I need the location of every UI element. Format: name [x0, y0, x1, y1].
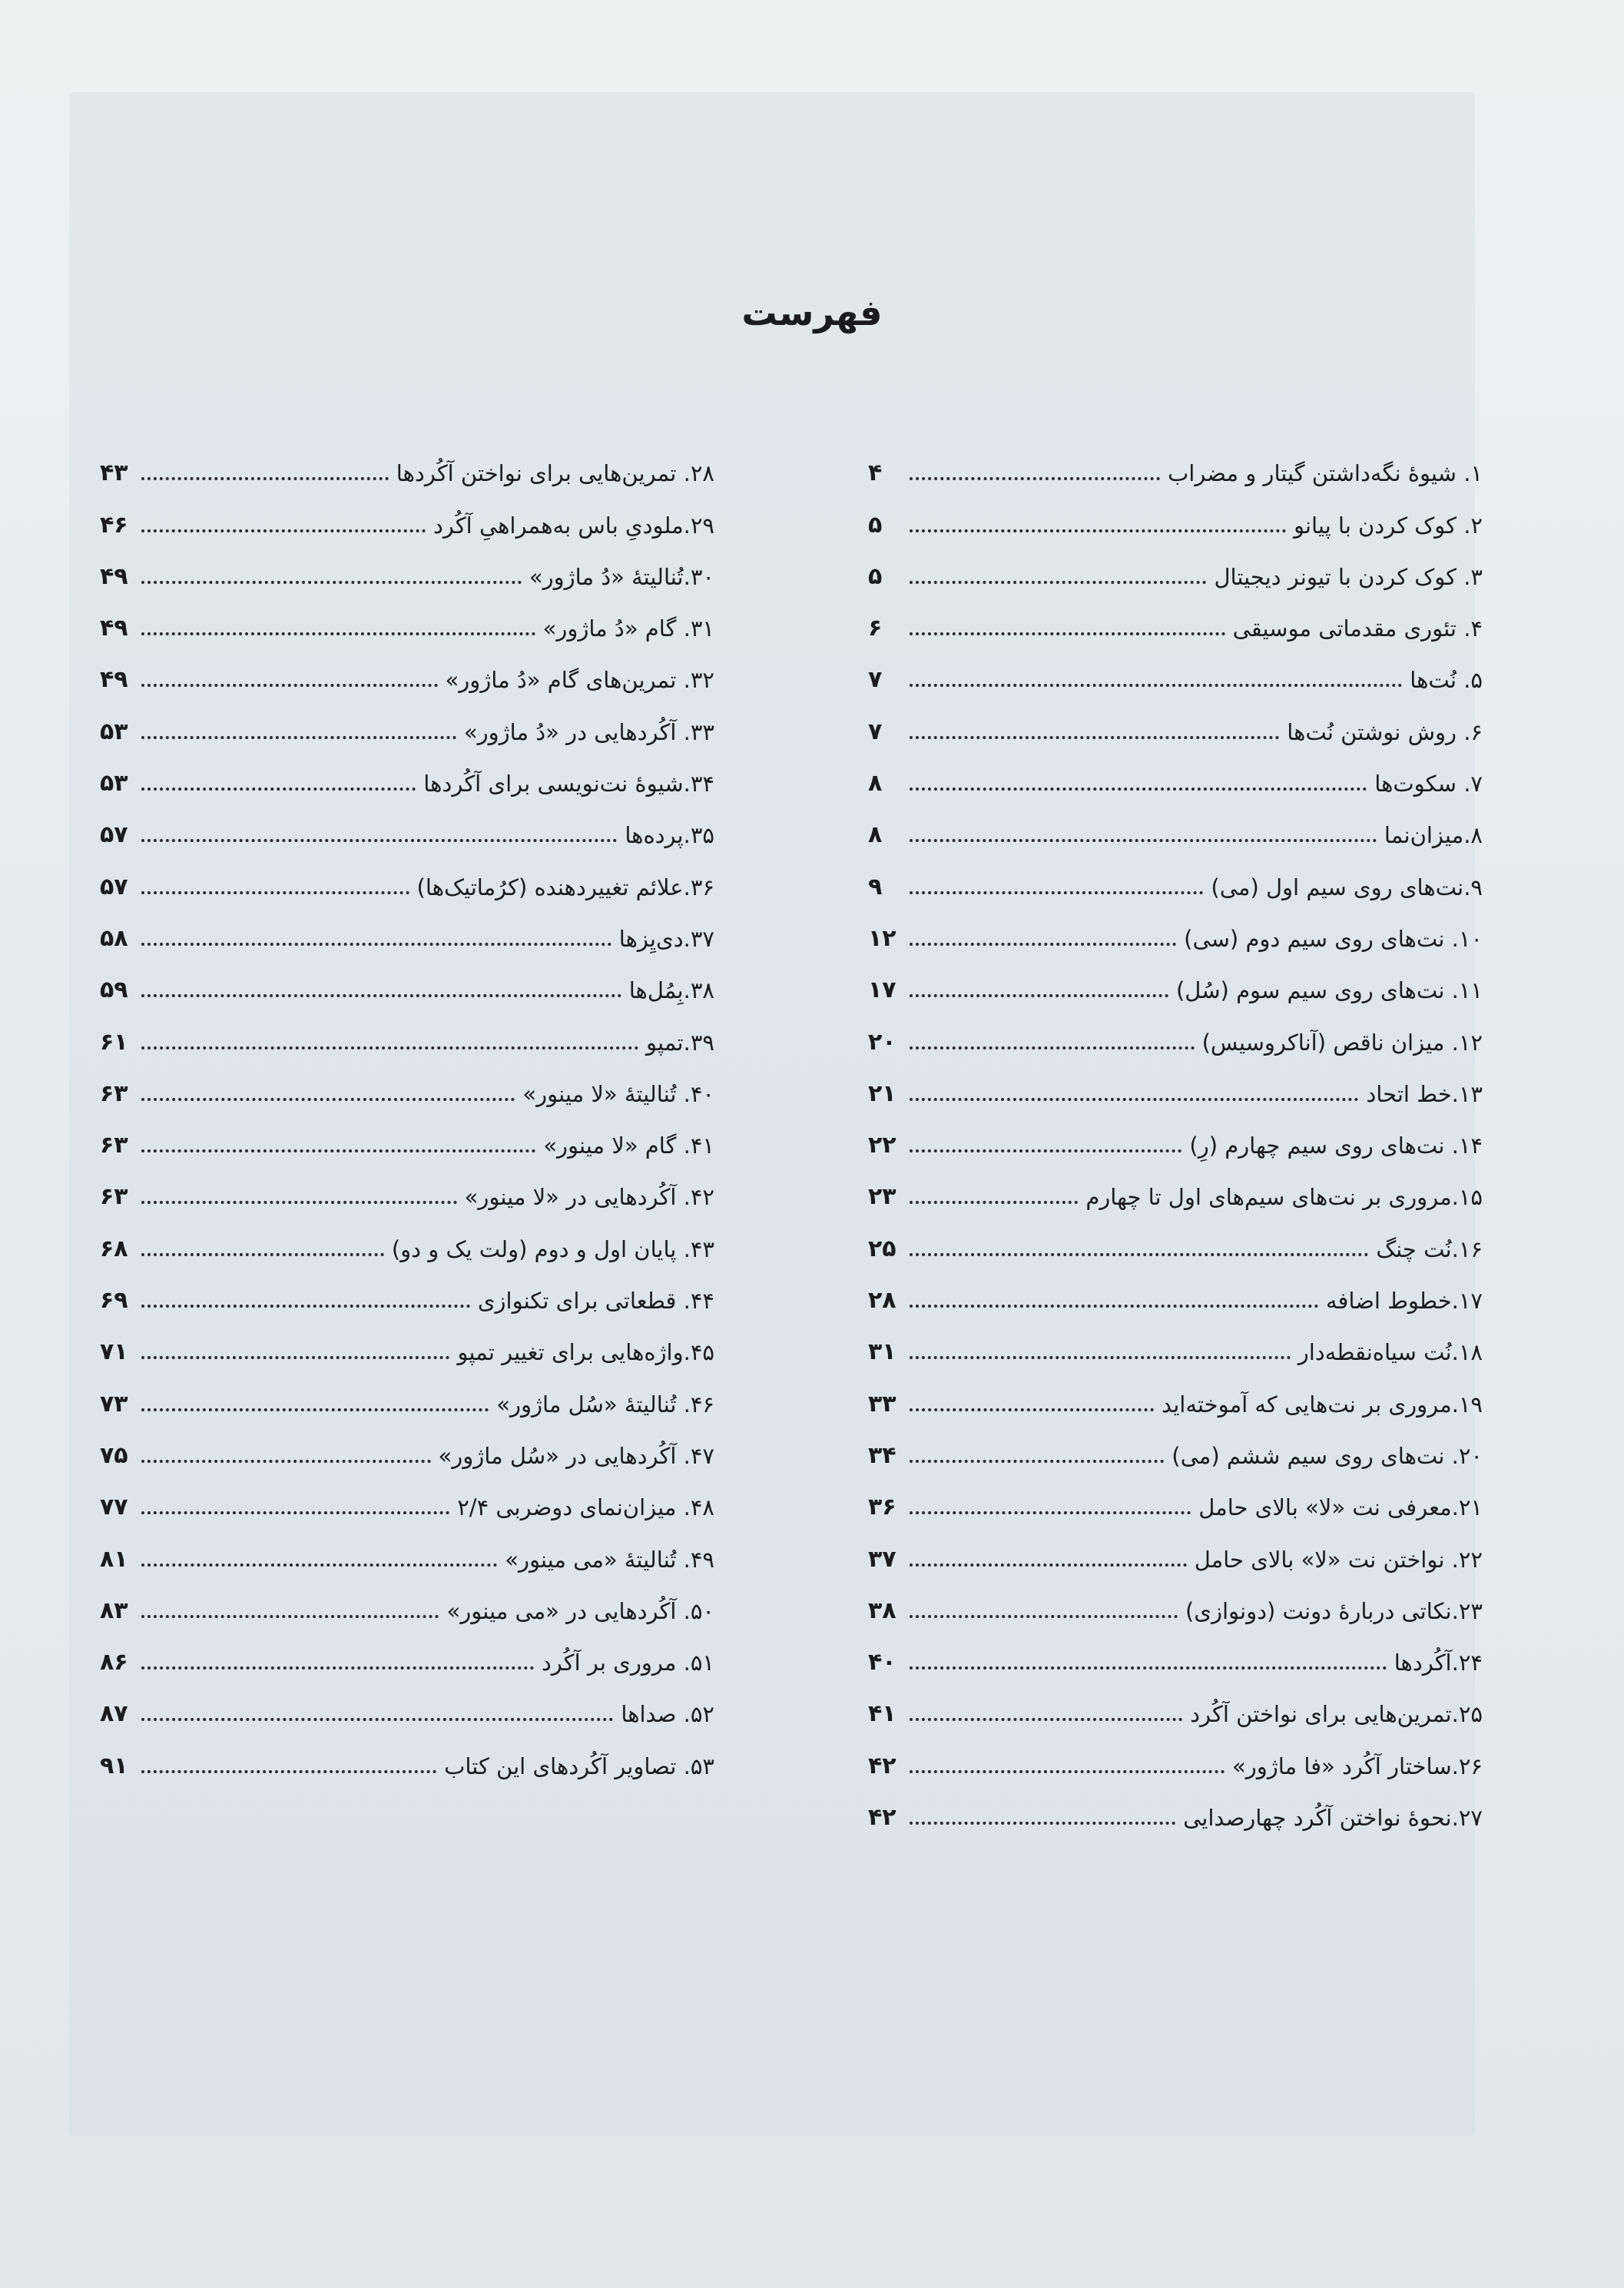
toc-entry: [868, 1530, 1483, 1581]
toc-entry-label: ۲۶.ساختار آکُرد «فا ماژور»: [1231, 1752, 1483, 1779]
dot-leader: [910, 839, 1377, 842]
dot-leader: [910, 1718, 1182, 1721]
toc-entry: [100, 496, 714, 547]
dot-leader: [910, 632, 1225, 635]
dot-leader: [910, 1770, 1225, 1773]
toc-entry: [100, 1065, 714, 1116]
toc-entry: [100, 1530, 714, 1581]
dot-leader: [141, 1770, 436, 1773]
toc-entry-label: ۴۷. آکُردهایی در «سُل ماژور»: [438, 1442, 714, 1469]
dot-leader: [141, 1201, 457, 1204]
dot-leader: [910, 1408, 1154, 1411]
dot-leader: [141, 581, 522, 584]
dot-leader: [910, 1460, 1164, 1463]
toc-entry-label: ۱۱. نت‌های روی سیم سوم (سُل): [1175, 977, 1483, 1004]
toc-entry: [100, 1427, 714, 1478]
toc-entry-page-number: ۵۹: [100, 977, 128, 1004]
toc-entry-page-number: ۴۹: [100, 615, 128, 642]
dot-leader: [910, 1201, 1078, 1204]
dot-leader: [910, 581, 1206, 584]
dot-leader: [141, 1460, 431, 1463]
toc-entry: [100, 1323, 714, 1374]
toc-entry-page-number: ۶۳: [100, 1183, 128, 1211]
toc-entry-page-number: ۵: [868, 511, 883, 539]
toc-entry: [100, 1272, 714, 1323]
toc-entry-label: ۶. روش نوشتن نُت‌ها: [1287, 718, 1483, 745]
toc-entry-page-number: ۴۳: [100, 459, 128, 487]
dot-leader: [141, 943, 611, 946]
toc-entry: [100, 961, 714, 1013]
toc-entry: [868, 1478, 1483, 1530]
toc-entry: [100, 548, 714, 599]
toc-entry: [868, 1789, 1483, 1840]
toc-entry-label: ۱۰. نت‌های روی سیم دوم (سی): [1184, 925, 1483, 952]
dot-leader: [910, 1563, 1187, 1567]
toc-entry: [100, 1374, 714, 1426]
dot-leader: [910, 684, 1402, 687]
toc-entry-label: ۴۵.واژه‌هایی برای تغییر تمپو: [457, 1339, 714, 1366]
toc-entry: [868, 1582, 1483, 1633]
toc-entry: [100, 1478, 714, 1530]
dot-leader: [910, 1666, 1387, 1670]
toc-entry: [868, 1219, 1483, 1271]
dot-leader: [910, 1046, 1195, 1049]
toc-entry: [868, 1427, 1483, 1478]
toc-entry: [100, 599, 714, 651]
toc-column-right: [868, 444, 1483, 1840]
dot-leader: [141, 788, 416, 791]
toc-entry-label: ۳۲. تمرین‌های گام «دُ ماژور»: [445, 667, 714, 694]
toc-entry-page-number: ۶۳: [100, 1132, 128, 1159]
toc-entry-label: ۵۲. صداها: [621, 1701, 714, 1728]
toc-entry-page-number: ۴۰: [868, 1649, 897, 1676]
toc-entry: [868, 754, 1483, 806]
toc-entry: [868, 548, 1483, 599]
dot-leader: [141, 736, 456, 739]
toc-entry-page-number: ۵: [868, 562, 883, 590]
toc-entry-label: ۴۸. میزان‌نمای دوضربی ۲/۴: [457, 1494, 714, 1521]
toc-entry-page-number: ۶: [868, 615, 883, 642]
dot-leader: [910, 1511, 1191, 1514]
toc-entry-page-number: ۷۳: [100, 1390, 128, 1418]
toc-entry-label: ۴۱. گام «لا مینور»: [543, 1132, 714, 1159]
toc-entry-label: ۳. کوک کردن با تیونر دیجیتال: [1214, 563, 1483, 590]
toc-entry-label: ۴۲. آکُردهایی در «لا مینور»: [464, 1184, 714, 1211]
toc-entry-label: ۳۸.بِمُل‌ها: [628, 977, 714, 1004]
toc-entry-page-number: ۵۳: [100, 718, 128, 745]
toc-entry: [868, 702, 1483, 754]
toc-entry-label: ۱۹.مروری بر نت‌هایی که آموخته‌اید: [1162, 1391, 1483, 1418]
toc-entry-page-number: ۹۱: [100, 1752, 128, 1779]
toc-entry-page-number: ۲۰: [868, 1028, 897, 1056]
toc-entry-label: ۱. شیوهٔ نگه‌داشتن گیتار و مضراب: [1167, 460, 1483, 487]
toc-entry-page-number: ۶۳: [100, 1079, 128, 1107]
toc-entry: [100, 1633, 714, 1685]
toc-entry-label: ۵۳. تصاویر آکُردهای این کتاب: [444, 1752, 714, 1779]
toc-entry-page-number: ۷: [868, 666, 883, 694]
toc-entry-label: ۸.میزان‌نما: [1384, 822, 1483, 849]
dot-leader: [141, 1511, 449, 1514]
toc-entry: [100, 806, 714, 857]
dot-leader: [910, 1305, 1318, 1308]
toc-entry-label: ۳۶.علائم تغییردهنده (کرُماتیک‌ها): [416, 874, 714, 900]
toc-column-left: [100, 444, 714, 1789]
toc-entry: [868, 1374, 1483, 1426]
toc-entry: [100, 651, 714, 702]
toc-entry-page-number: ۵۸: [100, 924, 128, 952]
toc-entry-page-number: ۱۲: [868, 924, 897, 952]
page-title: فهرست: [741, 292, 883, 333]
toc-entry-label: ۱۴. نت‌های روی سیم چهارم (رِ): [1189, 1132, 1483, 1159]
toc-entry: [868, 961, 1483, 1013]
toc-entry-page-number: ۳۸: [868, 1597, 897, 1624]
toc-entry-page-number: ۶۹: [100, 1287, 128, 1315]
toc-entry-page-number: ۴۹: [100, 666, 128, 694]
toc-entry: [100, 1013, 714, 1064]
toc-entry: [868, 1323, 1483, 1374]
dot-leader: [141, 1098, 515, 1101]
toc-entry: [868, 599, 1483, 651]
toc-entry-label: ۵. نُت‌ها: [1410, 667, 1483, 694]
toc-entry: [868, 1685, 1483, 1736]
toc-entry-page-number: ۳۴: [868, 1441, 897, 1469]
dot-leader: [910, 943, 1176, 946]
toc-entry-label: ۲. کوک کردن با پیانو: [1293, 512, 1483, 539]
toc-entry-page-number: ۵۷: [100, 821, 128, 849]
toc-entry-label: ۱۶.نُت چنگ: [1376, 1235, 1483, 1262]
toc-entry-page-number: ۶۱: [100, 1028, 128, 1056]
toc-entry-page-number: ۲۲: [868, 1132, 897, 1159]
toc-entry-label: ۲۲. نواختن نت «لا» بالای حامل: [1194, 1546, 1483, 1573]
toc-entry: [100, 910, 714, 961]
toc-entry-label: ۷. سکوت‌ها: [1374, 771, 1483, 797]
toc-entry-label: ۳۴.شیوهٔ نت‌نویسی برای آکُردها: [423, 771, 714, 797]
toc-entry: [868, 651, 1483, 702]
toc-entry-label: ۲۵.تمرین‌هایی برای نواختن آکُرد: [1190, 1701, 1483, 1728]
toc-entry-page-number: ۲۵: [868, 1235, 897, 1262]
toc-entry-label: ۲۱.معرفی نت «لا» بالای حامل: [1198, 1494, 1483, 1521]
toc-entry-page-number: ۸۱: [100, 1545, 128, 1573]
toc-entry-label: ۲۹.ملودیِ باس به‌همراهیِ آکُرد: [433, 512, 714, 539]
dot-leader: [910, 1253, 1368, 1256]
dot-leader: [141, 1666, 534, 1670]
dot-leader: [141, 632, 535, 635]
toc-entry-label: ۲۳.نکاتی دربارهٔ دونت (دونوازی): [1185, 1597, 1483, 1624]
dot-leader: [910, 788, 1367, 791]
dot-leader: [141, 1563, 497, 1567]
dot-leader: [141, 477, 389, 480]
toc-entry-label: ۲۴.آکُردها: [1394, 1650, 1483, 1676]
toc-entry-label: ۹.نت‌های روی سیم اول (می): [1211, 874, 1483, 900]
toc-entry-label: ۱۸.نُت سیاه‌نقطه‌دار: [1298, 1339, 1483, 1366]
toc-entry-label: ۵۱. مروری بر آکُرد: [541, 1650, 714, 1676]
dot-leader: [141, 839, 617, 842]
toc-entry: [868, 1013, 1483, 1064]
toc-entry-page-number: ۳۶: [868, 1494, 897, 1521]
toc-entry-label: ۱۲. میزان ناقص (آناکروسیس): [1201, 1029, 1483, 1056]
dot-leader: [141, 891, 409, 894]
toc-entry-page-number: ۷: [868, 718, 883, 745]
dot-leader: [141, 684, 438, 687]
toc-entry-page-number: ۲۳: [868, 1183, 897, 1211]
dot-leader: [910, 736, 1279, 739]
toc-entry: [100, 857, 714, 909]
toc-entry-page-number: ۲۱: [868, 1079, 897, 1107]
toc-entry-page-number: ۸۶: [100, 1649, 128, 1676]
dot-leader: [910, 529, 1286, 532]
toc-entry-label: ۴۰. تُنالیتهٔ «لا مینور»: [522, 1080, 714, 1107]
toc-entry-page-number: ۷۱: [100, 1338, 128, 1366]
toc-entry: [100, 1685, 714, 1736]
toc-entry: [100, 1168, 714, 1219]
toc-entry: [100, 444, 714, 496]
toc-entry-label: ۲۰. نت‌های روی سیم ششم (می): [1172, 1442, 1483, 1469]
toc-entry-label: ۴۴. قطعاتی برای تکنوازی: [477, 1288, 714, 1315]
toc-entry-page-number: ۴۲: [868, 1752, 897, 1779]
dot-leader: [910, 1149, 1182, 1152]
toc-entry: [868, 496, 1483, 547]
toc-entry: [100, 1582, 714, 1633]
dot-leader: [141, 1615, 439, 1618]
toc-entry-page-number: ۴۱: [868, 1700, 897, 1728]
toc-entry-label: ۴۳. پایان اول و دوم (ولت یک و دو): [391, 1235, 714, 1262]
dot-leader: [141, 1356, 449, 1359]
toc-entry-page-number: ۲۸: [868, 1287, 897, 1315]
toc-entry-label: ۵۰. آکُردهایی در «می مینور»: [446, 1597, 714, 1624]
toc-entry-page-number: ۴۹: [100, 562, 128, 590]
toc-entry-page-number: ۱۷: [868, 977, 897, 1004]
toc-entry-page-number: ۴۶: [100, 511, 128, 539]
toc-entry-page-number: ۸۷: [100, 1700, 128, 1728]
toc-entry-label: ۳۳. آکُردهایی در «دُ ماژور»: [463, 718, 714, 745]
toc-entry: [868, 1168, 1483, 1219]
toc-entry-label: ۱۳.خط اتحاد: [1366, 1080, 1483, 1107]
toc-entry: [868, 910, 1483, 961]
dot-leader: [910, 1822, 1175, 1825]
toc-entry-label: ۲۸. تمرین‌هایی برای نواختن آکُردها: [396, 460, 714, 487]
toc-entry-page-number: ۴۲: [868, 1804, 897, 1832]
toc-entry-page-number: ۶۸: [100, 1235, 128, 1262]
toc-entry: [868, 1116, 1483, 1168]
toc-entry-label: ۴۹. تُنالیتهٔ «می مینور»: [505, 1546, 714, 1573]
toc-entry-page-number: ۴: [868, 459, 883, 487]
toc-entry-label: ۳۰.تُنالیتهٔ «دُ ماژور»: [529, 563, 714, 590]
toc-entry-label: ۳۹.تمپو: [646, 1029, 714, 1056]
toc-entry-label: ۲۷.نحوهٔ نواختن آکُرد چهارصدایی: [1183, 1805, 1483, 1832]
dot-leader: [141, 1149, 535, 1152]
toc-entry: [100, 1736, 714, 1788]
toc-entry: [868, 1272, 1483, 1323]
dot-leader: [141, 1046, 638, 1049]
dot-leader: [910, 477, 1160, 480]
toc-entry-label: ۱۷.خطوط اضافه: [1325, 1288, 1483, 1315]
toc-entry-page-number: ۸۳: [100, 1597, 128, 1624]
dot-leader: [141, 1305, 470, 1308]
toc-entry-page-number: ۷۷: [100, 1494, 128, 1521]
toc-entry: [100, 702, 714, 754]
toc-entry: [868, 1633, 1483, 1685]
toc-entry-page-number: ۸: [868, 821, 883, 849]
toc-entry: [100, 1116, 714, 1168]
dot-leader: [141, 1408, 489, 1411]
dot-leader: [910, 1356, 1291, 1359]
dot-leader: [141, 1718, 613, 1721]
dot-leader: [141, 994, 621, 997]
dot-leader: [141, 1253, 384, 1256]
dot-leader: [910, 891, 1203, 894]
toc-entry: [100, 1219, 714, 1271]
toc-entry-page-number: ۵۷: [100, 873, 128, 900]
dot-leader: [910, 1098, 1358, 1101]
toc-entry: [868, 857, 1483, 909]
toc-entry-page-number: ۹: [868, 873, 883, 900]
toc-entry-page-number: ۵۳: [100, 770, 128, 797]
toc-entry: [868, 1736, 1483, 1788]
toc-entry-page-number: ۳۱: [868, 1338, 897, 1366]
toc-entry-label: ۳۷.دی‌یِزها: [618, 925, 714, 952]
toc-entry: [868, 806, 1483, 857]
toc-entry-page-number: ۳۷: [868, 1545, 897, 1573]
toc-entry-page-number: ۳۳: [868, 1390, 897, 1418]
toc-entry: [100, 754, 714, 806]
toc-entry: [868, 1065, 1483, 1116]
toc-entry-label: ۱۵.مروری بر نت‌های سیم‌های اول تا چهارم: [1085, 1184, 1483, 1211]
toc-entry-label: ۴. تئوری مقدماتی موسیقی: [1232, 615, 1483, 642]
dot-leader: [141, 529, 426, 532]
toc-entry-label: ۳۵.پرده‌ها: [625, 822, 714, 849]
toc-entry-label: ۳۱. گام «دُ ماژور»: [542, 615, 714, 642]
toc-entry: [868, 444, 1483, 496]
dot-leader: [910, 994, 1168, 997]
dot-leader: [910, 1615, 1178, 1618]
toc-entry-page-number: ۷۵: [100, 1441, 128, 1469]
toc-entry-page-number: ۸: [868, 770, 883, 797]
toc-entry-label: ۴۶. تُنالیتهٔ «سُل ماژور»: [496, 1391, 714, 1418]
